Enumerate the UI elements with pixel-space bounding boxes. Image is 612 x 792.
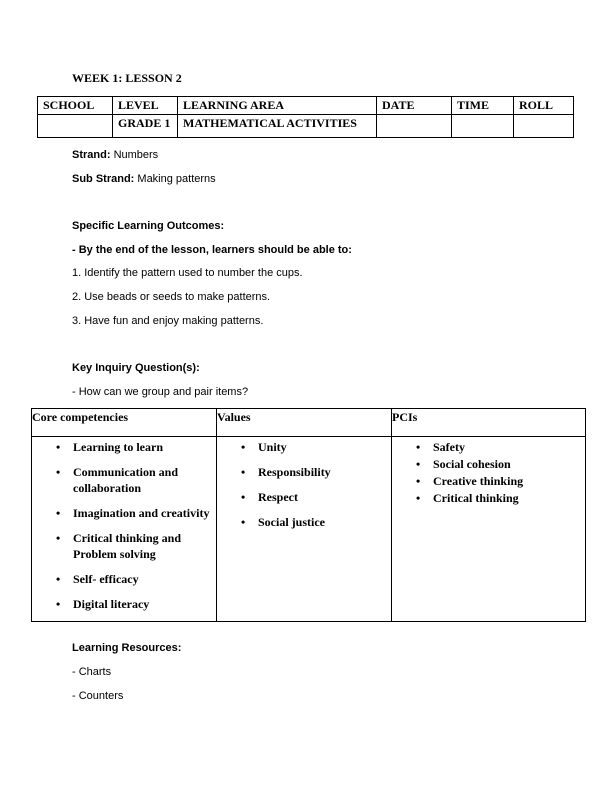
resources-heading: Learning Resources: — [72, 642, 182, 654]
strand-value: Numbers — [113, 149, 159, 161]
column-header-roll: ROLL — [514, 97, 574, 115]
outcome-item: 2. Use beads or seeds to make patterns. — [72, 291, 271, 303]
list-item: • Unity — [258, 439, 391, 455]
list-item: • Social cohesion — [433, 456, 585, 472]
list-item: • Social justice — [258, 514, 391, 530]
list-item: • Critical thinking and Problem solving — [73, 530, 216, 562]
sub-strand-line — [72, 173, 216, 185]
outcomes-heading: Specific Learning Outcomes: — [72, 220, 225, 232]
inquiry-heading: Key Inquiry Question(s): — [72, 362, 200, 374]
values-cell — [217, 437, 392, 622]
list-item: • Safety — [433, 439, 585, 455]
list-item: • Self- efficacy — [73, 571, 216, 587]
list-item: • Imagination and creativity — [73, 505, 216, 521]
list-item: • Learning to learn — [73, 439, 216, 455]
outcome-item: 1. Identify the pattern used to number the cups. — [72, 267, 303, 279]
pcis-cell — [392, 437, 586, 622]
cell-time — [452, 115, 514, 138]
strand-label: Strand: — [72, 149, 111, 161]
cell-learning-area: MATHEMATICAL ACTIVITIES — [178, 115, 377, 138]
strand-line — [72, 149, 158, 161]
column-header-pcis: PCIs — [392, 409, 586, 437]
competencies-table — [31, 408, 586, 622]
list-item: • Responsibility — [258, 464, 391, 480]
lesson-info-table — [37, 96, 574, 138]
cell-level: GRADE 1 — [113, 115, 178, 138]
resource-item: - Counters — [72, 690, 124, 702]
inquiry-question: - How can we group and pair items? — [72, 386, 249, 398]
table-header-row — [32, 409, 586, 437]
column-header-learning-area: LEARNING AREA — [178, 97, 377, 115]
sub-strand-label: Sub Strand: — [72, 173, 135, 185]
cell-date — [377, 115, 452, 138]
list-item: • Respect — [258, 489, 391, 505]
list-item: • Critical thinking — [433, 490, 585, 506]
table-row — [32, 437, 586, 622]
list-item: • Digital literacy — [73, 596, 216, 612]
list-item: • Creative thinking — [433, 473, 585, 489]
core-competencies-cell — [32, 437, 217, 622]
outcomes-intro: - By the end of the lesson, learners should be able to: — [72, 244, 352, 256]
column-header-values: Values — [217, 409, 392, 437]
table-header-row — [38, 97, 574, 115]
list-item: • Communication and collaboration — [73, 464, 216, 496]
cell-roll — [514, 115, 574, 138]
table-row — [38, 115, 574, 138]
column-header-school: SCHOOL — [38, 97, 113, 115]
column-header-date: DATE — [377, 97, 452, 115]
values-list — [217, 437, 391, 530]
pcis-list — [392, 437, 585, 506]
cell-school — [38, 115, 113, 138]
core-competencies-list — [32, 437, 216, 612]
sub-strand-value: Making patterns — [137, 173, 216, 185]
outcome-item: 3. Have fun and enjoy making patterns. — [72, 315, 264, 327]
page-title: WEEK 1: LESSON 2 — [72, 71, 182, 85]
column-header-core-competencies: Core competencies — [32, 409, 217, 437]
column-header-time: TIME — [452, 97, 514, 115]
resource-item: - Charts — [72, 666, 112, 678]
column-header-level: LEVEL — [113, 97, 178, 115]
